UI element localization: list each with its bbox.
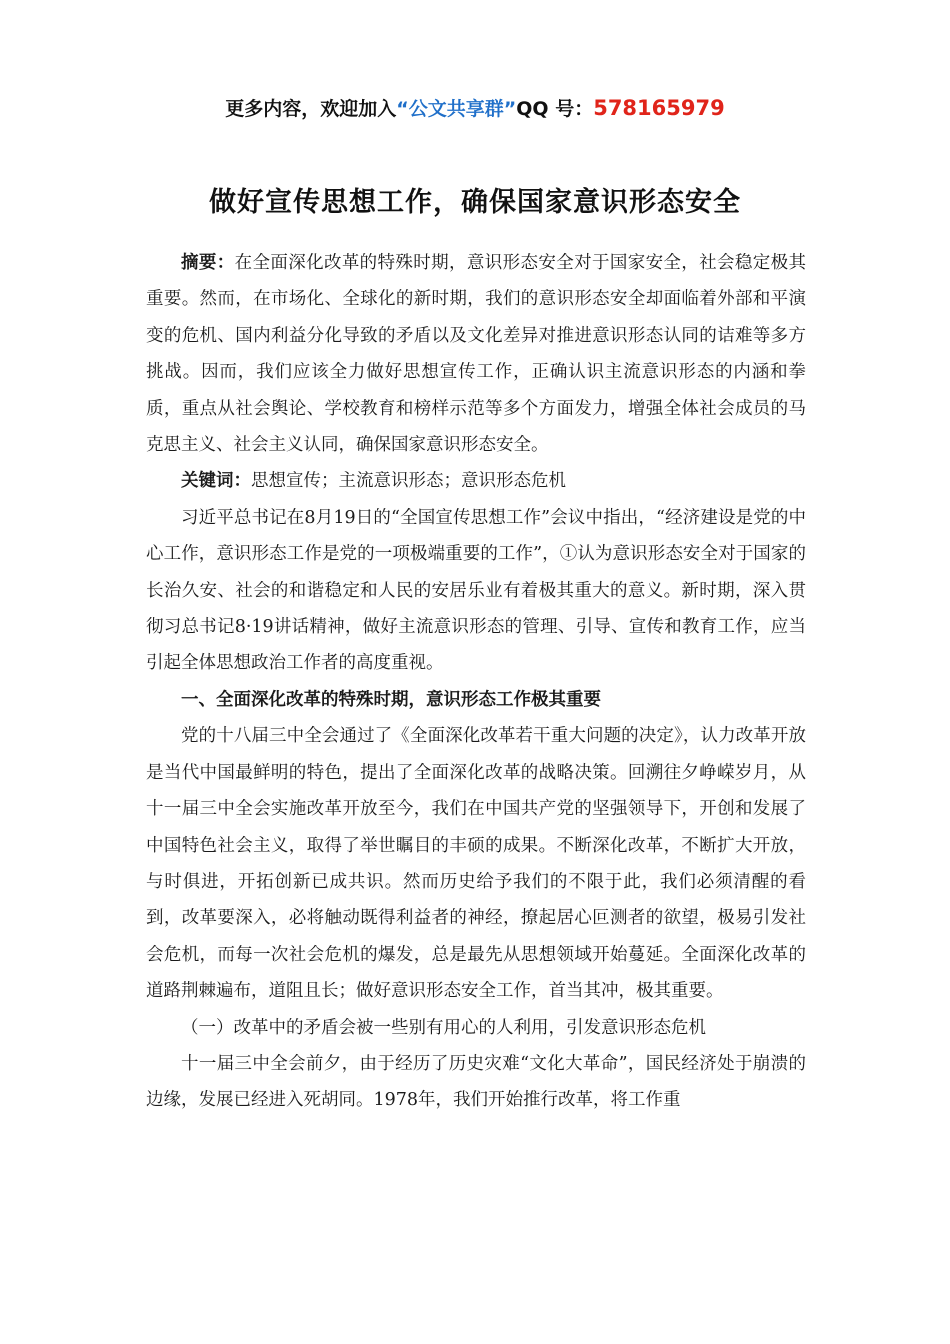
banner-qq-number: 578165979 bbox=[593, 96, 725, 120]
intro-paragraph: 习近平总书记在8月19日的“全国宣传思想工作”会议中指出，“经济建设是党的中心工作，意识形态工作是党的一项极端重要的工作”，①认为意识形态安全对于国家的长治久安、社会的和谐稳定和人民的安居乐业有着极其重大的意义。新时期，深入贯彻习总书记8·19讲话精神，做好主流意识形态的管理、引导、宣传和教育工作，应当引起全体思想政治工作者的高度重视。 bbox=[146, 507, 806, 674]
abstract-label: 摘要： bbox=[181, 253, 235, 273]
abstract-paragraph bbox=[146, 245, 806, 463]
keywords-text: 思想宣传；主流意识形态；意识形态危机 bbox=[251, 471, 566, 492]
section-1-heading: 一、全面深化改革的特殊时期，意识形态工作极其重要 bbox=[181, 689, 601, 710]
keywords-paragraph bbox=[146, 463, 806, 499]
subsection-1-heading: （一）改革中的矛盾会被一些别有用心的人利用，引发意识形态危机 bbox=[181, 1017, 706, 1038]
banner-qq-label: QQ 号： bbox=[516, 98, 594, 120]
document-body bbox=[146, 245, 806, 1119]
promo-banner bbox=[0, 94, 950, 121]
banner-group-name: “公文共享群” bbox=[396, 98, 517, 120]
section-1-paragraph: 党的十八届三中全会通过了《全面深化改革若干重大问题的决定》，认力改革开放是当代中国最鲜明的特色，提出了全面深化改革的战略决策。回溯往夕峥嵘岁月，从十一届三中全会实施改革开放至今，我们在中国共产党的坚强领导下，开创和发展了中国特色社会主义，取得了举世瞩目的丰硕的成果。不断深化改革，不断扩大开放，与时俱进，开拓创新已成共识。然而历史给予我们的不限于此，我们必须清醒的看到，改革要深入，必将触动既得利益者的神经，撩起居心叵测者的欲望，极易引发社会危机，而每一次社会危机的爆发，总是最先从思想领域开始蔓延。全面深化改革的道路荆棘遍布，道阻且长；做好意识形态安全工作，首当其冲，极其重要。 bbox=[146, 726, 806, 1002]
keywords-label: 关键词： bbox=[181, 471, 251, 492]
abstract-text: 在全面深化改革的特殊时期，意识形态安全对于国家安全，社会稳定极其重要。然而，在市场化、全球化的新时期，我们的意识形态安全却面临着外部和平演变的危机、国内利益分化导致的矛盾以及文化差异对推进意识形态认同的诘难等多方挑战。因而，我们应该全力做好思想宣传工作，正确认识主流意识形态的内涵和拳质，重点从社会舆论、学校教育和榜样示范等多个方面发力，增强全体社会成员的马克思主义、社会主义认同，确保国家意识形态安全。 bbox=[146, 253, 807, 456]
subsection-1-paragraph: 十一届三中全会前夕，由于经历了历史灾难“文化大革命”，国民经济处于崩溃的边缘，发展已经进入死胡同。1978年，我们开始推行改革，将工作重 bbox=[146, 1053, 806, 1111]
document-title: 做好宣传思想工作，确保国家意识形态安全 bbox=[209, 187, 741, 218]
banner-prefix: 更多内容，欢迎加入 bbox=[225, 98, 397, 120]
